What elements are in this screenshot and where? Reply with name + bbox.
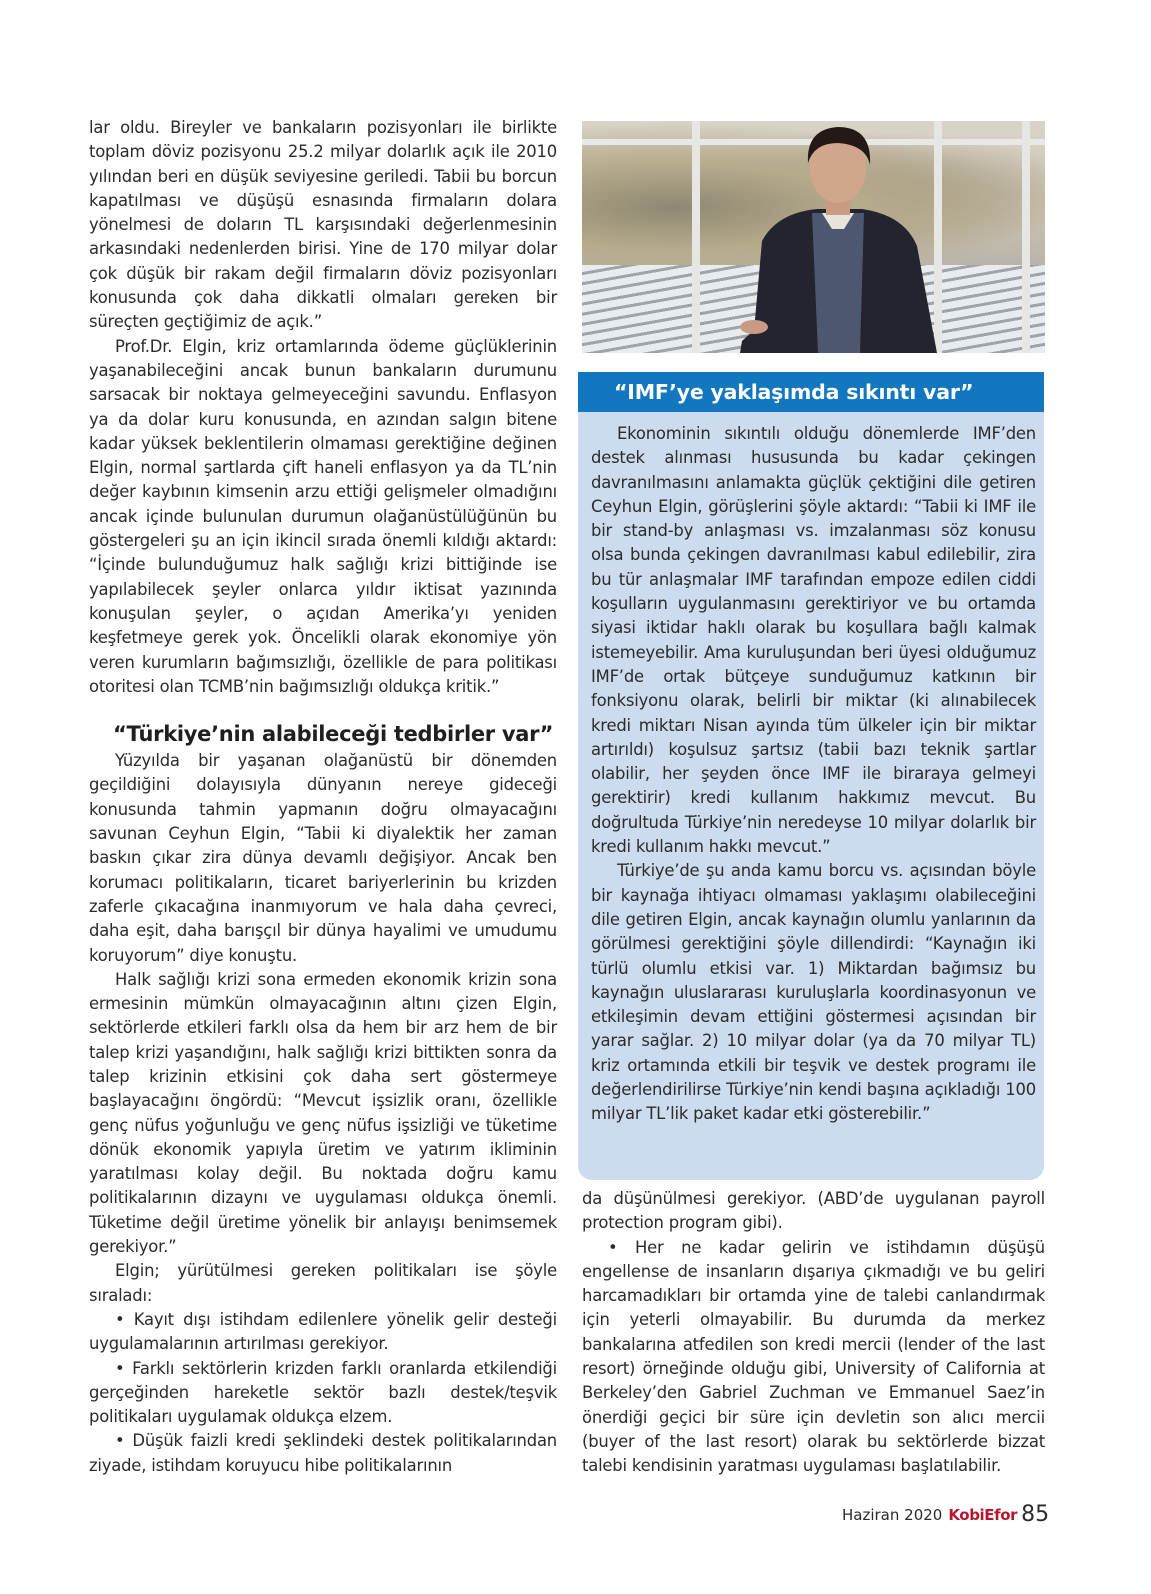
left-column bbox=[89, 116, 557, 1478]
page-number: 85 bbox=[1021, 1502, 1050, 1527]
body-paragraph: Halk sağlığı krizi sona ermeden ekonomik krizin sona ermesinin mümkün olmayacağının altını çizen Elgin, sektörlerde etkileri farklı olsa da hem bir arz hem de bir talep krizi yaşandığını, halk sağlığı krizi bittikten sonra da talep krizinin etkisini çok daha sert göstermeye başlayacağını öngördü: “Mevcut işsizlik oranı, özellikle genç nüfus yoğunluğu ve genç nüfus işsizliği ve tüketime dönük ekonomik yapıyla üretim ve yatırım ikliminin yaratılması kolay değil. Bu noktada doğru kamu politikalarının dizaynı ve uygulaması oldukça önemli. Tüketime değil üretime yönelik bir anlayışı benimsemek gerekiyor.” bbox=[89, 969, 557, 1257]
person-silhouette bbox=[732, 121, 947, 353]
portrait-photo bbox=[582, 121, 1045, 353]
bullet-item: • Farklı sektörlerin krizden farklı oranlarda etkilendiği gerçeğinden hareketle sektör bazlı destek/teşvik politikaları uygulamak oldukça elzem. bbox=[89, 1358, 557, 1427]
bullet-item: • Düşük faizli kredi şeklindeki destek politikalarından ziyade, istihdam koruyucu hibe politikalarının bbox=[89, 1431, 557, 1475]
body-paragraph: da düşünülmesi gerekiyor. (ABD’de uygulanan payroll protection program gibi). bbox=[582, 1189, 1045, 1233]
page-footer bbox=[842, 1500, 1049, 1530]
bullet-item: • Her ne kadar gelirin ve istihdamın düşüşü engellense de insanların dışarıya çıkmadığı ve bu geliri harcamadıkları bir ortamda yine de talebi canlandırmak için yeterli olmayabilir. Bu durumda da merkez bankalarına atfedilen son kredi mercii (lender of the last resort) örneğinde olduğu gibi, University of California at Berkeley’den Gabriel Zuchman ve Emmanuel Saez’in önerdiği geçici bir süre için devletin son alıcı mercii (buyer of the last resort) olarak bu sektörlerde bizzat talebi kendisinin yaratması uygulaması başlatılabilir. bbox=[582, 1237, 1045, 1476]
photo-window-frame bbox=[692, 121, 700, 353]
photo-window-frame bbox=[1022, 121, 1030, 353]
body-paragraph: Prof.Dr. Elgin, kriz ortamlarında ödeme güçlüklerinin yaşanabileceğini ancak bunun bankaların durumunu sarsacak bir noktaya gelmeyeceğini savundu. Enflasyon ya da dolar kuru konusunda, en azından salgın bitene kadar yüksek beklentilerin olmaması gerektiğine değinen Elgin, normal şartlarda çift haneli enflasyon ya da TL’nin değer kaybının kimsenin arzu ettiği gelişmeler olmadığını ancak içinde bulunulan durumun olağanüstülüğünün bu göstergeleri şu an için ikincil sırada önemli kıldığı aktardı: “İçinde bulunduğumuz halk sağlığı krizi bittiğinde ise yapılabilecek şeyler onlarca yıldır iktisat yazınında konuşulan şeyler, o açıdan Amerika’yı yeniden keşfetmeye gerek yok. Öncelikli olarak ekonomiye yön veren kurumların bağımsızlığı, özellikle de para politikası otoritesi olan TCMB’nin bağımsızlığı oldukça kritik.” bbox=[89, 336, 557, 696]
right-column-bottom bbox=[582, 1187, 1045, 1479]
sidebar-box bbox=[578, 412, 1044, 1180]
magazine-brand: KobiEfor bbox=[948, 1506, 1018, 1524]
sidebar-paragraph: Türkiye’de şu anda kamu borcu vs. açısından böyle bir kaynağa ihtiyacı olmaması yaklaşımı olabileceğini dile getiren Elgin, ancak kaynağın olumlu yanlarının da görülmesi gerektiğini şöyle dillendirdi: “Kaynağın iki türlü olumlu etkisi var. 1) Miktardan bağımsız bu kaynağın uluslararası kuruluşlarla koordinasyonun ve etkileşimin devam ettiğini göstermesi açısından bir yarar sağlar. 2) 10 milyar dolar (ya da 70 milyar TL) kriz ortamında etkili bir teşvik ve destek programı ile değerlendirilirse Türkiye’nin kendi başına açıkladığı 100 milyar TL’lik paket kadar etki gösterebilir.” bbox=[591, 861, 1036, 1124]
body-paragraph: Elgin; yürütülmesi gereken politikaları ise şöyle sıraladı: bbox=[89, 1261, 557, 1305]
bullet-item: • Kayıt dışı istihdam edilenlere yönelik gelir desteği uygulamalarının artırılması gerekiyor. bbox=[89, 1309, 557, 1354]
body-paragraph: lar oldu. Bireyler ve bankaların pozisyonları ile birlikte toplam döviz pozisyonu 25.2 milyar dolarlık açık ile 2010 yılından beri en düşük seviyesine geriledi. Tabii bu borcun kapatılması ve düşüşü esnasında firmaların dolara yönelmesi de doların TL karşısındaki değerlenmesinin arkasındaki nedenlerden birisi. Yine de 170 milyar dolar çok düşük bir rakam değil firmaların döviz pozisyonları konusunda çok daha dikkatli olmaları gereken bir süreçten geçtiğimiz de açık.” bbox=[89, 118, 557, 332]
section-subheading: “Türkiye’nin alabileceği tedbirler var” bbox=[113, 722, 554, 747]
sidebar-heading: “IMF’ye yaklaşımda sıkıntı var” bbox=[578, 372, 1044, 412]
body-paragraph: Yüzyılda bir yaşanan olağanüstü bir dönemden geçildiğini dolayısıyla dünyanın nereye gideceği konusunda tahmin yapmanın doğru olmayacağını savunan Ceyhun Elgin, “Tabii ki diyalektik her zaman baskın çıkar zira dünya devamlı değişiyor. Ancak ben korumacı politikaların, ticaret bariyerlerinin bu krizden zaferle çıkacağına inanmıyorum ve hala daha çevreci, daha eşit, daha barışçıl bir dünya hayalimi ve umudumu koruyorum” diye konuştu. bbox=[89, 751, 557, 965]
issue-date: Haziran 2020 bbox=[842, 1506, 943, 1524]
sidebar-paragraph: Ekonominin sıkıntılı olduğu dönemlerde IMF’den destek alınması hususunda bu kadar çekingen davranılmasını anlamakta güçlük çektiğini dile getiren Ceyhun Elgin, görüşlerini şöyle aktardı: “Tabii ki IMF ile bir stand-by anlaşması vs. imzalanması söz konusu olsa bunda çekingen davranılması kabul edilebilir, zira bu tür anlaşmalar IMF tarafından empoze edilen ciddi koşulların uygulanmasını gerektiriyor ve bu ortamda siyasi iktidar haklı olarak bu koşullara bağlı kalmak istemeyebilir. Ama kuruluşundan beri üyesi olduğumuz IMF’de ortak bütçeye sunduğumuz katkının bir fonksiyonu olarak, belirli bir miktar (ki alınabilecek kredi miktarı Nisan ayında tüm ülkeler için bir miktar artırıldı) koşulsuz şartsız (tabii bazı teknik şartlar olabilir, her şeyden önce IMF ile biraraya gelmeyi gerektirir) kredi kullanım hakkımız mevcut. Bu doğrultuda Türkiye’nin neredeyse 10 milyar dolarlık bir kredi kullanım hakkı mevcut.” bbox=[591, 424, 1036, 857]
